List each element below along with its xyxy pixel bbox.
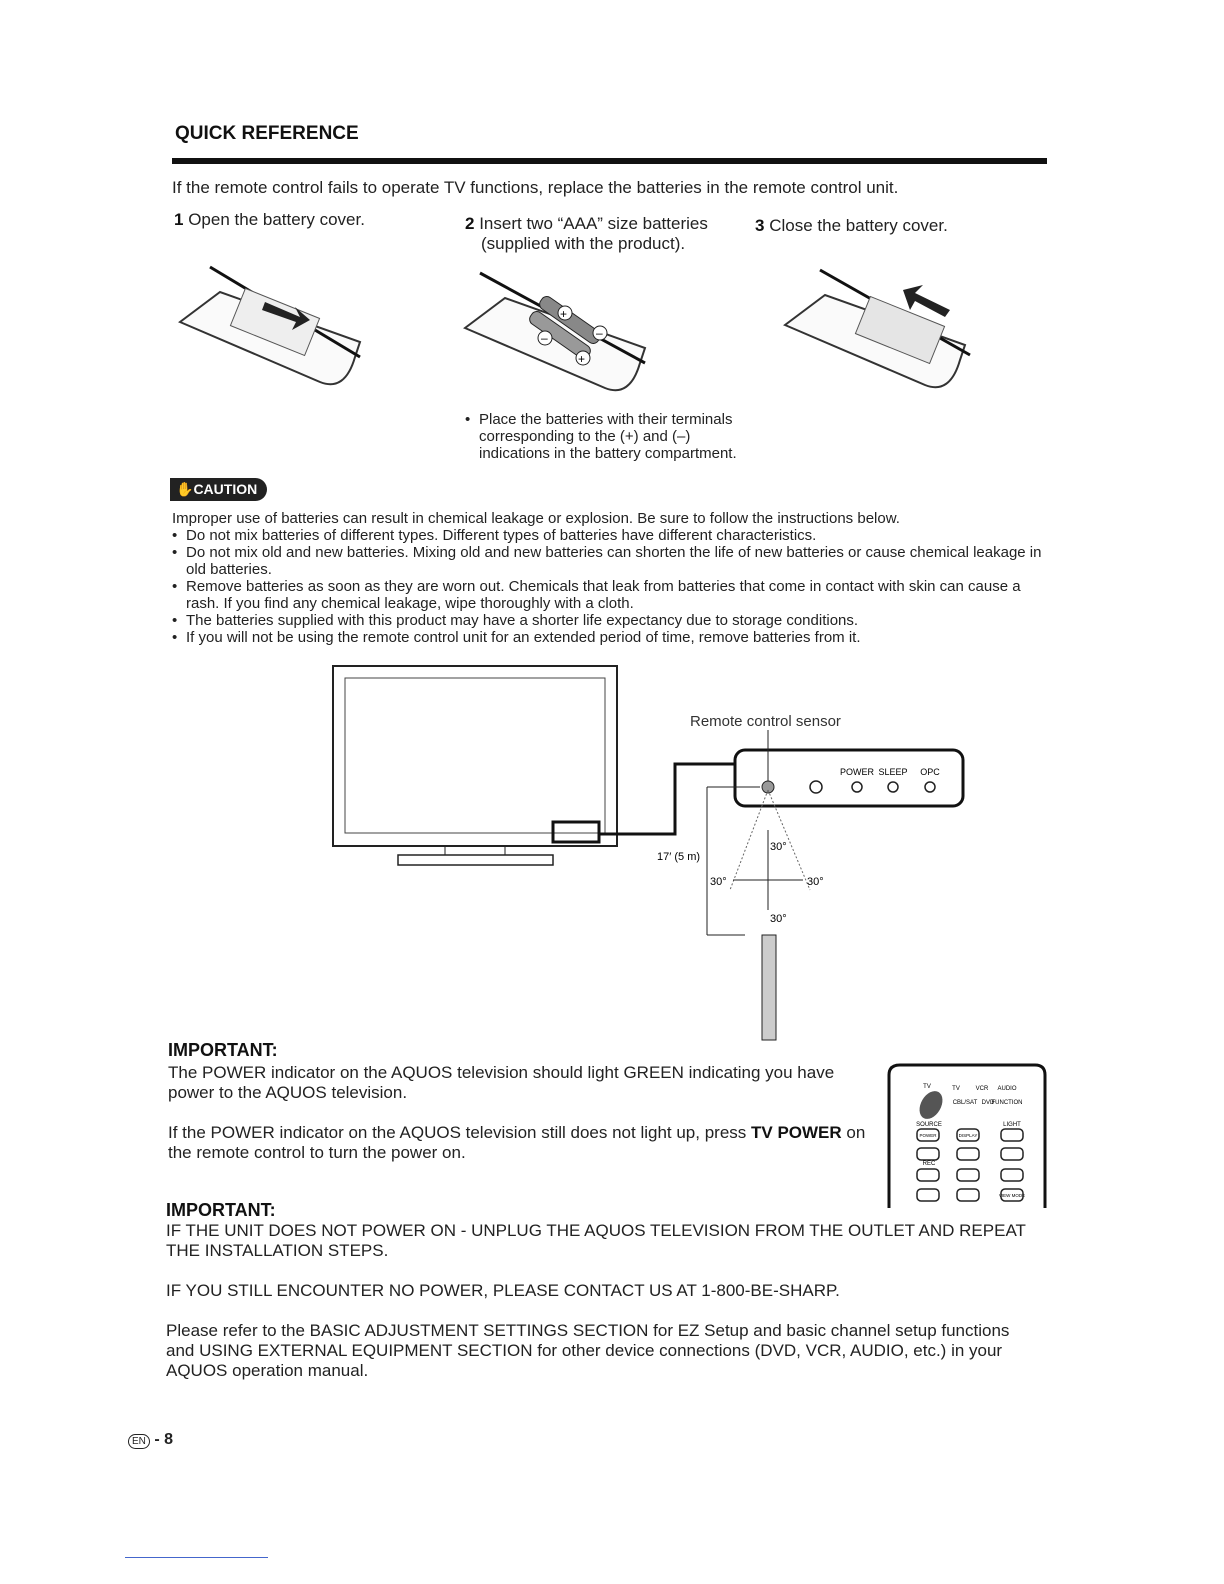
distance-label: 17′ (5 m) xyxy=(657,851,701,863)
step-text: Close the battery cover. xyxy=(769,216,948,235)
svg-text:VIEW MODE: VIEW MODE xyxy=(998,1193,1026,1198)
svg-text:POWER: POWER xyxy=(919,1133,937,1138)
svg-text:–: – xyxy=(596,326,603,340)
step-number: 2 xyxy=(465,214,475,233)
svg-text:TV: TV xyxy=(952,1086,960,1092)
step-text: Insert two “AAA” size batteries xyxy=(479,214,708,233)
svg-text:DISPLAY: DISPLAY xyxy=(958,1133,978,1138)
step-text: (supplied with the product). xyxy=(481,234,686,253)
opc-indicator-label: OPC xyxy=(920,767,940,777)
page-title: QUICK REFERENCE xyxy=(175,123,359,144)
important-text: Please refer to the BASIC ADJUSTMENT SETTINGS SECTION for EZ Setup and basic channel setup functions and USING EXTERNAL EQUIPMENT SECTION for other device connections (DVD, VCR, AUDIO, etc.) in your AQUOS operation manual. xyxy=(166,1321,1010,1380)
svg-text:SOURCE: SOURCE xyxy=(916,1122,942,1128)
caution-item: • If you will not be using the remote control unit for an extended period of time, remove batteries from it. xyxy=(172,629,1052,646)
svg-text:+: + xyxy=(578,352,586,366)
step-3 xyxy=(755,216,948,236)
svg-text:AUDIO: AUDIO xyxy=(997,1086,1017,1092)
caution-badge: ✋CAUTION xyxy=(170,478,267,501)
svg-text:30°: 30° xyxy=(770,913,787,925)
svg-text:FUNCTION: FUNCTION xyxy=(991,1100,1023,1106)
page-number: EN - 8 xyxy=(128,1431,173,1449)
sleep-indicator-label: SLEEP xyxy=(878,767,908,777)
important-text: IF YOU STILL ENCOUNTER NO POWER, PLEASE CONTACT US AT 1-800-BE-SHARP. xyxy=(166,1281,840,1300)
svg-text:REC: REC xyxy=(922,1161,936,1167)
indicator-panel xyxy=(735,750,963,806)
tv-stand xyxy=(398,855,553,865)
caution-item: • Remove batteries as soon as they are worn out. Chemicals that leak from batteries that come in contact with skin can cause a rash. If you find any chemical leakage, wipe thoroughly with a cloth. xyxy=(172,578,1052,612)
important-text: IF THE UNIT DOES NOT POWER ON - UNPLUG THE AQUOS TELEVISION FROM THE OUTLET AND REPEAT THE INSTALLATION STEPS. xyxy=(166,1221,1026,1260)
important-heading: IMPORTANT: xyxy=(166,1200,276,1220)
caution-intro: Improper use of batteries can result in chemical leakage or explosion. Be sure to follow the instructions below. xyxy=(172,510,900,527)
remote-sensor-diagram xyxy=(325,660,985,1045)
insert-batteries-illustration xyxy=(455,268,655,408)
step-text: Open the battery cover. xyxy=(188,210,365,229)
svg-text:DVD: DVD xyxy=(981,1100,995,1106)
caution-item: • The batteries supplied with this product may have a shorter life expectancy due to storage conditions. xyxy=(172,612,1052,629)
hand-icon: ✋ xyxy=(176,481,194,497)
step-2 xyxy=(465,214,708,254)
caution-section xyxy=(172,510,1052,646)
intro-text: If the remote control fails to operate TV functions, replace the batteries in the remote control unit. xyxy=(172,178,899,197)
svg-text:30°: 30° xyxy=(770,841,787,853)
svg-text:30°: 30° xyxy=(710,876,727,888)
step-1 xyxy=(174,210,365,230)
svg-text:LIGHT: LIGHT xyxy=(1003,1122,1021,1128)
language-icon: EN xyxy=(128,1434,150,1449)
svg-text:–: – xyxy=(541,331,548,345)
open-cover-illustration xyxy=(170,262,370,402)
important-section-2 xyxy=(166,1200,1026,1381)
footer-line xyxy=(125,1557,268,1558)
battery-note xyxy=(465,411,737,462)
power-indicator-label: POWER xyxy=(839,767,875,777)
svg-text:CBL/SAT: CBL/SAT xyxy=(952,1100,978,1106)
sensor-label: Remote control sensor xyxy=(690,713,841,730)
title-rule xyxy=(172,158,1047,164)
svg-text:TV: TV xyxy=(923,1084,931,1090)
svg-text:+: + xyxy=(560,307,568,321)
remote-illustration xyxy=(762,935,776,1040)
important-text: If the POWER indicator on the AQUOS television still does not light up, press TV POWER on the remote control to turn the power on. xyxy=(168,1123,866,1162)
step-number: 1 xyxy=(174,210,184,229)
caution-item: • Do not mix batteries of different types. Different types of batteries have different characteristics. xyxy=(172,527,1052,544)
svg-text:VCR: VCR xyxy=(975,1086,989,1092)
close-cover-illustration xyxy=(775,265,985,405)
important-section-1 xyxy=(168,1040,868,1163)
remote-buttons-illustration xyxy=(885,1060,1050,1208)
important-text: The POWER indicator on the AQUOS television should light GREEN indicating you have power to the AQUOS television. xyxy=(168,1063,835,1102)
step-number: 3 xyxy=(755,216,765,235)
svg-text:30°: 30° xyxy=(807,876,824,888)
important-heading: IMPORTANT: xyxy=(168,1040,278,1060)
caution-item: • Do not mix old and new batteries. Mixing old and new batteries can shorten the life of new batteries or cause chemical leakage in old batteries. xyxy=(172,544,1052,578)
battery-note-item: • Place the batteries with their terminals corresponding to the (+) and (–) indications in the battery compartment. xyxy=(465,411,737,462)
